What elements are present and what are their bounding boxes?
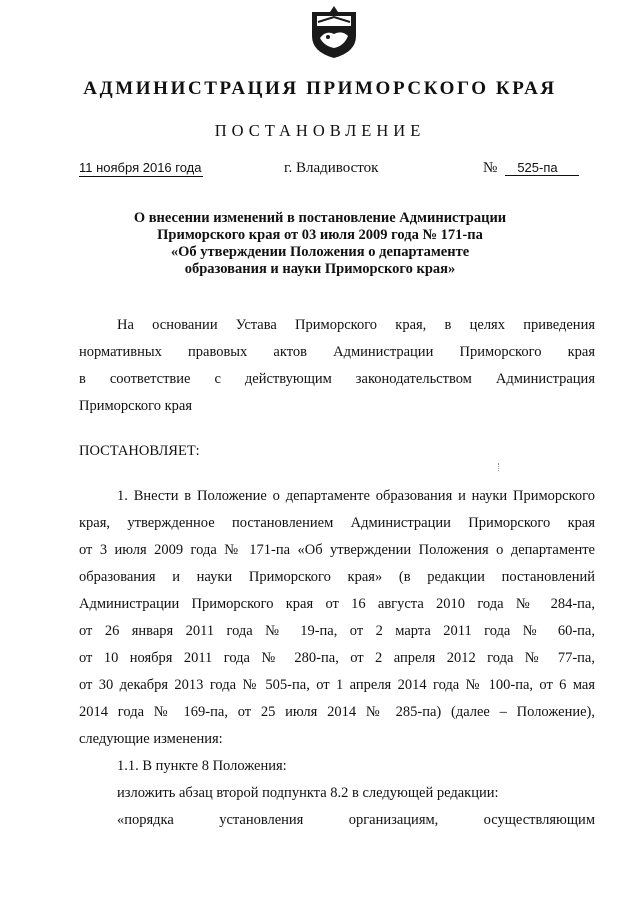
- body-line: Приморского края: [79, 398, 193, 414]
- document-date: 11 ноября 2016 года: [79, 160, 202, 175]
- coat-of-arms-emblem: [304, 2, 364, 60]
- title-line: О внесении изменений в постановление Администрации: [133, 210, 507, 226]
- body-line: «порядка установления организациям, осуществляющим: [117, 812, 595, 828]
- organization-name: АДМИНИСТРАЦИЯ ПРИМОРСКОГО КРАЯ: [83, 78, 557, 99]
- body-line: 2014 года № 169-па, от 25 июля 2014 № 285-па) (далее – Положение),: [79, 704, 595, 720]
- title-line: Приморского края от 03 июля 2009 года № 171-па: [157, 227, 483, 243]
- body-line: Администрации Приморского края от 16 августа 2010 года № 284-па,: [79, 596, 595, 612]
- body-line: На основании Устава Приморского края, в целях приведения: [117, 317, 595, 333]
- body-line: изложить абзац второй подпункта 8.2 в следующей редакции:: [117, 785, 499, 801]
- document-number: [483, 160, 579, 177]
- scan-mark: [498, 463, 501, 471]
- number-label: №: [483, 160, 498, 176]
- document-city: г. Владивосток: [284, 160, 379, 176]
- document-title: [0, 210, 640, 278]
- title-line: образования и науки Приморского края»: [184, 261, 456, 277]
- number-value: 525-па: [505, 160, 579, 176]
- body-line: образования и науки Приморского края» (в редакции постановлений: [79, 569, 595, 585]
- body-line: края, утвержденное постановлением Администрации Приморского края: [79, 515, 595, 531]
- body-line: от 10 ноября 2011 года № 280-па, от 2 апреля 2012 года № 77-па,: [79, 650, 595, 666]
- body-line: нормативных правовых актов Администрации Приморского края: [79, 344, 595, 360]
- title-line: «Об утверждении Положения о департаменте: [170, 244, 470, 260]
- body-line: следующие изменения:: [79, 731, 223, 747]
- body-line: от 26 января 2011 года № 19-па, от 2 марта 2011 года № 60-па,: [79, 623, 595, 639]
- resolves-heading: ПОСТАНОВЛЯЕТ:: [79, 443, 200, 459]
- body-line: от 30 декабря 2013 года № 505-па, от 1 апреля 2014 года № 100-па, от 6 мая: [79, 677, 595, 693]
- body-line: от 3 июля 2009 года № 171-па «Об утверждении Положения о департаменте: [79, 542, 595, 558]
- body-line: 1. Внести в Положение о департаменте образования и науки Приморского: [117, 488, 595, 504]
- body-line: 1.1. В пункте 8 Положения:: [117, 758, 287, 774]
- body-line: в соответствие с действующим законодательством Администрация: [79, 371, 595, 387]
- document-type: ПОСТАНОВЛЕНИЕ: [214, 121, 426, 140]
